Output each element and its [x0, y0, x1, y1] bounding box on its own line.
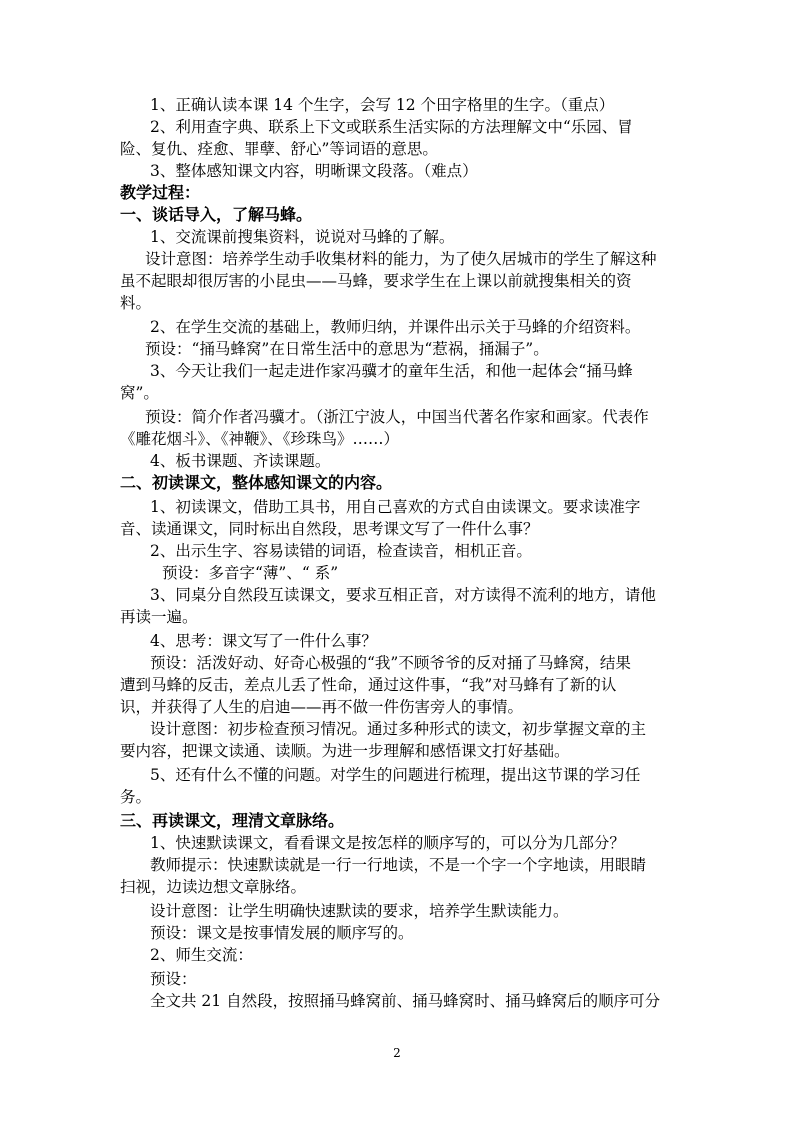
section-heading-3: 三、再读课文，理清文章脉络。 [120, 811, 345, 830]
design-intent-2-line-1: 设计意图：初步检查预习情况。通过多种形式的读文，初步掌握文章的主 [150, 720, 647, 738]
preset-order: 预设：课文是按事情发展的顺序写的。 [150, 924, 414, 942]
design-intent-3: 设计意图：让学生明确快速默读的要求，培养学生默读能力。 [150, 902, 569, 920]
step-1-2: 2、在学生交流的基础上，教师归纳，并课件出示关于马蜂的介绍资料。 [150, 318, 641, 336]
step-2-3-line-1: 3、同桌分自然段互读课文，要求互相正音，对方读得不流利的地方，请他 [150, 586, 656, 604]
structure-summary: 全文共 21 自然段，按照捅马蜂窝前、捅马蜂窝时、捅马蜂窝后的顺序可分 [150, 992, 661, 1010]
objective-1: 1、正确认读本课 14 个生字，会写 12 个田字格里的生字。（重点） [150, 96, 615, 114]
preset-summary-line-3: 识，并获得了人生的启迪——再不做一件伤害旁人的事情。 [120, 698, 524, 716]
objective-2-line-2: 险、复仇、痊愈、罪孽、舒心”等词语的意思。 [120, 140, 438, 158]
step-3-2: 2、师生交流： [150, 946, 253, 964]
step-2-3-line-2: 再读一遍。 [120, 608, 198, 626]
step-1-3-line-1: 3、今天让我们一起走进作家冯骥才的童年生活，和他一起体会“捅马蜂 [150, 362, 633, 380]
design-intent-1-line-3: 料。 [120, 294, 152, 312]
design-intent-1-line-1: 设计意图：培养学生动手收集材料的能力，为了使久居城市的学生了解这种 [145, 250, 657, 268]
step-1-1: 1、交流课前搜集资料，说说对马蜂的了解。 [150, 228, 455, 246]
preset-summary-line-1: 预设：活泼好动、好奇心极强的“我”不顾爷爷的反对捅了马蜂窝，结果 [150, 654, 631, 672]
teacher-tip-line-1: 教师提示：快速默读就是一行一行地读，不是一个字一个字地读，用眼睛 [150, 856, 647, 874]
section-heading-2: 二、初读课文，整体感知课文的内容。 [120, 473, 393, 492]
step-2-1-line-2: 音、读通课文，同时标出自然段，思考课文写了一件什么事？ [120, 520, 539, 538]
page-number: 2 [393, 1046, 401, 1060]
section-heading-process: 教学过程： [120, 183, 201, 202]
step-2-2: 2、出示生字、容易读错的词语，检查读音，相机正音。 [150, 542, 532, 560]
section-heading-1: 一、谈话导入，了解马蜂。 [120, 205, 313, 224]
step-2-4: 4、思考：课文写了一件什么事？ [150, 632, 377, 650]
step-2-5-line-2: 务。 [120, 788, 152, 806]
objective-3: 3、整体感知课文内容，明晰课文段落。（难点） [150, 162, 478, 180]
preset-polyphone: 预设：多音字“薄”、“ 系” [162, 564, 339, 582]
preset-author-line-1: 预设：简介作者冯骥才。（浙江宁波人，中国当代著名作家和画家。代表作 [145, 408, 649, 426]
teacher-tip-line-2: 扫视，边读边想文章脉络。 [120, 878, 307, 896]
preset-summary-line-2: 遭到马蜂的反击，差点儿丢了性命，通过这件事，“我”对马蜂有了新的认 [120, 676, 617, 694]
step-2-5-line-1: 5、还有什么不懂的问题。对学生的问题进行梳理，提出这节课的学习任 [150, 766, 641, 784]
objective-2-line-1: 2、利用查字典、联系上下文或联系生活实际的方法理解文中“乐园、冒 [150, 118, 633, 136]
preset-author-line-2: 《雕花烟斗》、《神鞭》、《珍珠鸟》……） [120, 430, 400, 448]
step-3-1: 1、快速默读课文，看看课文是按怎样的顺序写的，可以分为几部分？ [150, 834, 625, 852]
design-intent-1-line-2: 虽不起眼却很厉害的小昆虫——马蜂，要求学生在上课以前就搜集相关的资 [120, 272, 632, 290]
step-2-1-line-1: 1、初读课文，借助工具书，用自己喜欢的方式自由读课文。要求读准字 [150, 498, 641, 516]
step-1-4: 4、板书课题、齐读课题。 [150, 452, 331, 470]
preset-1: 预设：“捅马蜂窝”在日常生活中的意思为“惹祸，捅漏子”。 [145, 340, 549, 358]
preset-label: 预设： [150, 970, 197, 988]
step-1-3-line-2: 窝”。 [120, 384, 159, 402]
design-intent-2-line-2: 要内容，把课文读通、读顺。为进一步理解和感悟课文打好基础。 [120, 742, 570, 760]
